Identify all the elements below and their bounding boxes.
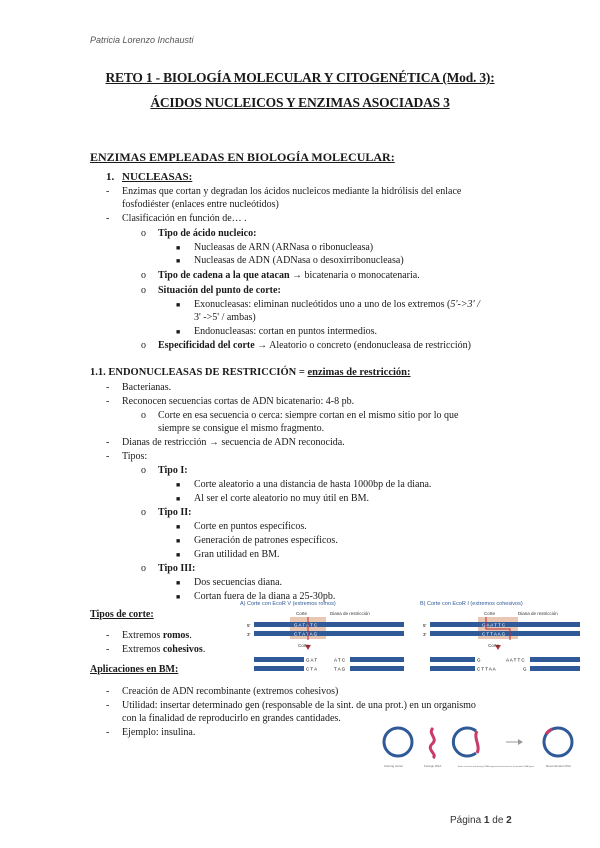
figure-b-diana-label: Diana de restricción (518, 611, 558, 616)
figure-a-right-bottom (350, 666, 404, 671)
especificidad-rest: → Aleatorio o concreto (endonucleasa de restricción) (257, 340, 471, 351)
square-bullet: ■ (176, 593, 181, 601)
tipo-3-title: Tipo III: (158, 563, 196, 574)
figure-a-left-top (254, 657, 304, 662)
section-heading: ENZIMAS EMPLEADAS EN BIOLOGÍA MOLECULAR: (90, 150, 395, 164)
page-of: de (489, 815, 507, 826)
endonucleasas-heading-a: 1.1. ENDONUCLEASAS DE RESTRICCIÓN = (90, 367, 305, 378)
title-line-2: ÁCIDOS NUCLEICOS Y ENZIMAS ASOCIADAS 3 (150, 95, 450, 110)
tipo-1-b: Al ser el corte aleatorio no muy útil en BM. (194, 493, 369, 504)
figure-b-corte-label: Corte (484, 611, 496, 616)
tipo-2-a: Corte en puntos específicos. (194, 521, 307, 532)
figure-b-5prime: 5' (423, 623, 427, 628)
figure-a-left-bottom (254, 666, 304, 671)
figure-b-left-seq-bottom: C T T A A (477, 666, 496, 672)
figure-a-diana-label: Diana de restricción (330, 611, 370, 616)
circle-bullet: o (141, 410, 146, 421)
caption-foreign-dna: Foreign DNA (424, 764, 442, 768)
figure-a-seq-bottom: C T A T A G (294, 631, 318, 637)
aplicacion-3: Ejemplo: insulina. (122, 727, 196, 738)
aplicacion-2-line-2: con la finalidad de reproducirlo en grandes cantidades. (122, 713, 341, 724)
nucleasas-def-line-2: fosfodiéster (enlaces entre nucleótidos) (122, 199, 279, 210)
square-bullet: ■ (176, 244, 181, 252)
figure-a-seq-top: G A T A T C (294, 622, 318, 628)
endonucleasas-heading (90, 367, 411, 379)
romos-prefix: Extremos (122, 630, 161, 641)
dash-bullet: - (106, 396, 110, 407)
circle-bullet: o (141, 507, 146, 518)
square-bullet: ■ (176, 495, 181, 503)
figure-b-right-seq-top: A A T T C (506, 657, 525, 663)
especificidad-line (158, 340, 471, 352)
circle-bullet: o (141, 563, 146, 574)
reconocen-text: Reconocen secuencias cortas de ADN bicatenario: 4-8 pb. (122, 396, 355, 407)
tipo-3-b: Cortan fuera de la diana a 25-30pb. (194, 591, 336, 602)
tipo-1-title: Tipo I: (158, 465, 188, 476)
figure-a-corte-label: Corte (296, 611, 308, 616)
figure-a-title: A) Corte con EcoR V (extremos romos) (240, 601, 336, 607)
dash-bullet: - (106, 644, 110, 655)
figure-b-right-seq-bottom: G (523, 666, 527, 672)
aplicaciones-title: Aplicaciones en BM: (90, 664, 179, 675)
page-current: 1 (483, 815, 490, 826)
romos-word: romos (162, 630, 190, 641)
figure-a-left-seq-top: G A T (306, 657, 318, 663)
figure-b-corte-label-2: Corte (488, 643, 500, 648)
figure-a-3prime: 3' (247, 632, 251, 637)
nucleasas-number: 1. (106, 171, 115, 183)
nucleasas-def-line-1: Enzimas que cortan y degradan los ácidos nucleicos mediante la hidrólisis del enlace (122, 186, 462, 197)
dash-bullet: - (106, 700, 110, 711)
dash-bullet: - (106, 382, 110, 393)
dianas-text: Dianas de restricción → secuencia de ADN reconocida. (122, 437, 345, 448)
especificidad-title: Especificidad del corte (158, 340, 255, 351)
exo-direction: 5'->3' / (450, 299, 480, 310)
circle-bullet: o (141, 340, 146, 351)
aplicacion-2-line-1: Utilidad: insertar determinado gen (responsable de la sint. de una prot.) en un organismo (122, 700, 476, 711)
clasificacion-text: Clasificación en función de… . (122, 213, 247, 224)
cadena-title: Tipo de cadena a la que atacan (158, 270, 290, 281)
dash-bullet: - (106, 727, 110, 738)
nucleasas-title: NUCLEASAS: (122, 171, 193, 183)
figure-b-left-top (430, 657, 475, 662)
aplicacion-1: Creación de ADN recombinante (extremos cohesivos) (122, 686, 339, 697)
tipo-1-a: Corte aleatorio a una distancia de hasta 1000bp de la diana. (194, 479, 432, 490)
circle-bullet: o (141, 465, 146, 476)
plasmid-figure (380, 722, 585, 780)
exo-line-2: 3' ->5' / ambas) (194, 312, 256, 323)
title-line-1: RETO 1 - BIOLOGÍA MOLECULAR Y CITOGENÉTICA (Mod. 3): (105, 70, 495, 85)
page-number (450, 815, 512, 826)
cadena-rest: → bicatenaria o monocatenaria. (292, 270, 420, 281)
figure-b-seq-bottom: C T T A A G (482, 631, 506, 637)
endo-text: Endonucleasas: cortan en puntos intermedios. (194, 326, 378, 337)
acido-title: Tipo de ácido nucleico: (158, 228, 257, 239)
figure-b-right-top (530, 657, 580, 662)
exo-text: Exonucleasas: eliminan nucleótidos uno a uno de los extremos ( (194, 299, 451, 310)
figure-a-top-strand (254, 622, 404, 627)
romos-line: Extremos romos. (122, 630, 192, 641)
process-arrow-head (518, 739, 523, 745)
caption-cloning-vector: Cloning vector (384, 764, 404, 768)
cadena-line (158, 270, 420, 282)
dash-bullet: - (106, 630, 110, 641)
foreign-dna-fragment (430, 728, 434, 758)
caption-ligase: Ends of vector and foreign DNA fragment joined and are fused with DNA ligase (458, 766, 535, 768)
open-vector-arc (453, 728, 476, 756)
corte-line-2: siempre se consigue el mismo fragmento. (158, 423, 325, 434)
square-bullet: ■ (176, 301, 181, 309)
tipo-2-c: Gran utilidad en BM. (194, 549, 280, 560)
situacion-title: Situación del punto de corte: (158, 285, 281, 296)
endonucleasas-heading-b: enzimas de restricción: (307, 367, 411, 378)
caption-recombinant-dna: Recombinant DNA (546, 764, 571, 768)
circle-bullet: o (141, 285, 146, 296)
square-bullet: ■ (176, 551, 181, 559)
square-bullet: ■ (176, 257, 181, 265)
figure-a-right-top (350, 657, 404, 662)
dash-bullet: - (106, 186, 110, 197)
exo-line-1 (194, 299, 480, 311)
square-bullet: ■ (176, 523, 181, 531)
dash-bullet: - (106, 437, 110, 448)
arn-text: Nucleasas de ARN (ARNasa o ribonucleasa) (194, 242, 374, 253)
figure-b-title: B) Corte con EcoR I (extremos cohesivos) (420, 601, 523, 607)
cloning-vector-circle (384, 728, 412, 756)
figure-a-right-seq-top: A T C (334, 657, 346, 663)
square-bullet: ■ (176, 481, 181, 489)
figure-a-bottom-strand (254, 631, 404, 636)
square-bullet: ■ (176, 579, 181, 587)
dash-bullet: - (106, 213, 110, 224)
figure-b-left-bottom (430, 666, 475, 671)
adn-text: Nucleasas de ADN (ADNasa o desoxirribonucleasa) (194, 255, 404, 266)
figure-a-5prime: 5' (247, 623, 251, 628)
figure-a-left-seq-bottom: C T A (306, 666, 318, 672)
page-total: 2 (506, 815, 512, 826)
cohesivos-line: Extremos cohesivos. (122, 644, 206, 655)
figure-b-right-bottom (530, 666, 580, 671)
figure-b-3prime: 3' (423, 632, 427, 637)
tipos-text: Tipos: (122, 451, 148, 462)
tipo-2-title: Tipo II: (158, 507, 192, 518)
cohesivos-word: cohesivos (162, 644, 203, 655)
dash-bullet: - (106, 686, 110, 697)
tipo-2-b: Generación de patrones específicos. (194, 535, 338, 546)
inserted-fragment (476, 731, 478, 753)
circle-bullet: o (141, 270, 146, 281)
figure-b-left-seq-top: G (477, 657, 481, 663)
corte-line-1: Corte en esa secuencia o cerca: siempre cortan en el mismo sitio por lo que (158, 410, 459, 421)
tipo-3-a: Dos secuencias diana. (194, 577, 283, 588)
figure-a-corte-label-2: Corte (298, 643, 310, 648)
dash-bullet: - (106, 451, 110, 462)
author-name: Patricia Lorenzo Inchausti (90, 35, 194, 45)
bacterianas-text: Bacterianas. (122, 382, 172, 393)
circle-bullet: o (141, 228, 146, 239)
square-bullet: ■ (176, 328, 181, 336)
tipos-corte-title: Tipos de corte: (90, 609, 154, 620)
figure-b-seq-top: G A A T T C (482, 622, 506, 628)
square-bullet: ■ (176, 537, 181, 545)
figure-a-right-seq-bottom: T A G (334, 666, 346, 672)
cohesivos-prefix: Extremos (122, 644, 161, 655)
restriction-cut-figure (240, 598, 585, 680)
page-label: Página (450, 815, 484, 826)
